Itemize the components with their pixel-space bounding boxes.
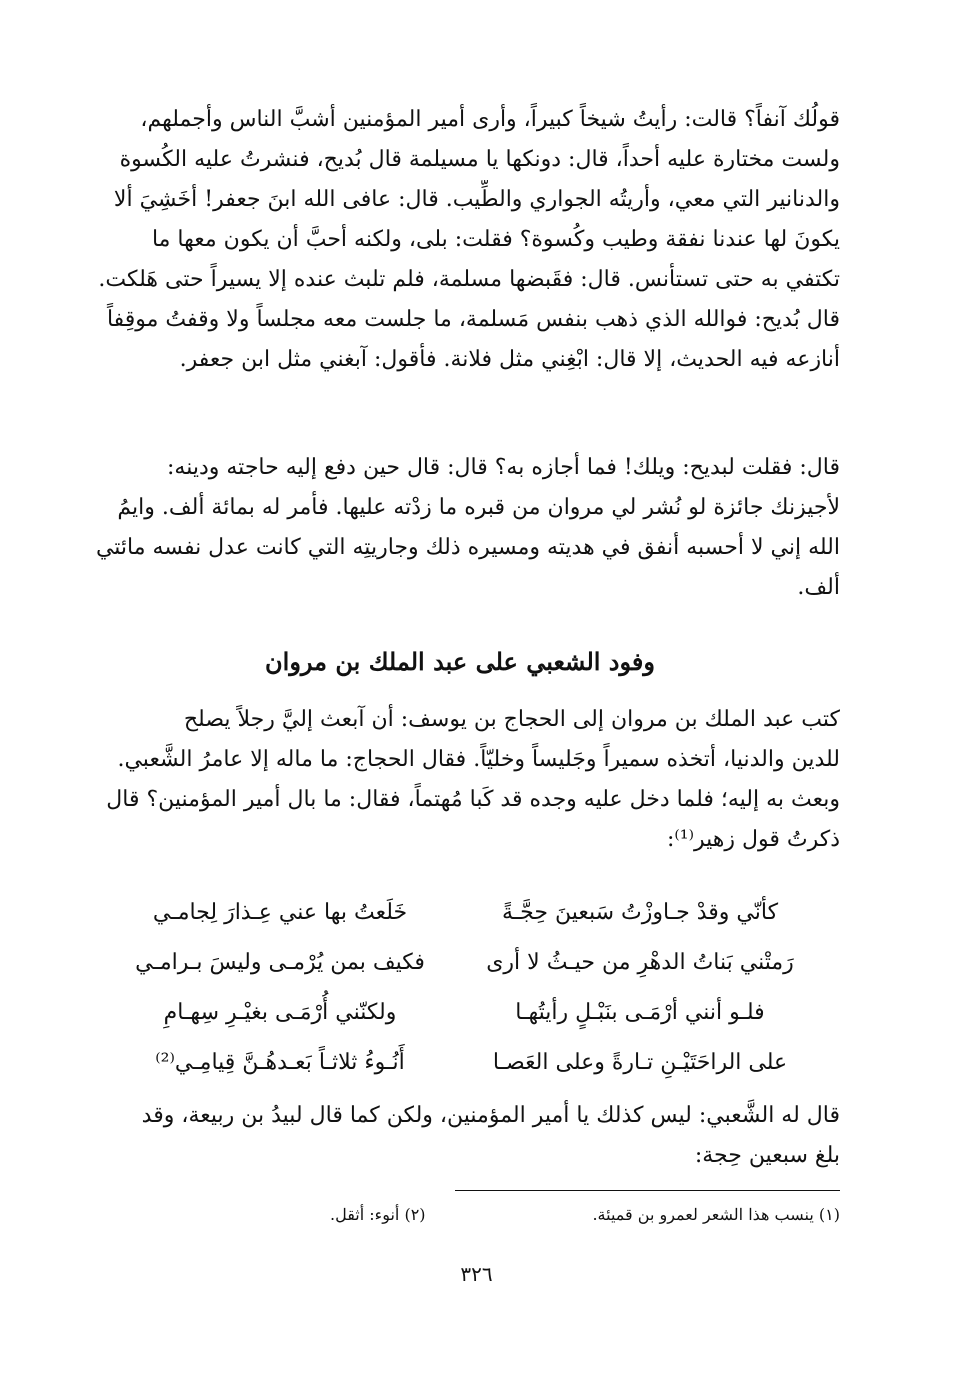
text-line: قال له الشَّعبي: ليس كذلك يا أمير المؤمنين، ولكن كما قال لبيدُ بن ربيعة، وقد — [141, 1103, 840, 1128]
paragraph-4 — [80, 1096, 840, 1176]
verse-second-half: ولكنّني أُرْمَـى بغيْـرِ سِهـامِ — [163, 1000, 397, 1025]
text-line: أنازعه فيه الحديث، إلا قال: ابْغِني مثل فلانة. فأقول: آبغني مثل ابن جعفر. — [179, 347, 840, 372]
text-line: قال: فقلت لبديح: ويلك! فما أجازه به؟ قال: قال حين دفع إليه حاجته ودينه: — [167, 455, 840, 480]
poem-verse — [100, 888, 820, 938]
text-line: الله إني لا أحسبه أنفق في هديته ومسيره ذلك وجاريتِه التي كانت عدل نفسه مائتي — [95, 535, 840, 560]
text-line: تكتفي به حتى تستأنس. قال: فقَبضها مسلمة، فلم تلبث عنده إلا يسيراً حتى هَلكت. — [98, 267, 840, 292]
text-line: ولست مختارة عليه أحداً، قال: دونكها يا مسيلمة قال بُديح، فنشرتُ عليه الكُسوة — [119, 147, 840, 172]
poem-verse — [100, 988, 820, 1038]
text-line: قولُك آنفاً؟ قالت: رأيتُ شيخاً كبيراً، وأرى أمير المؤمنين أشبَّ الناس وأجملهم، — [140, 107, 840, 132]
verse-first-half: على الراحَتَيْـنِ تـارةً وعلى العَصـا — [492, 1050, 788, 1075]
text-line: يكونَ لها عندنا نفقة وطيب وكُسوة؟ فقلت: بلى، ولكنه أحبَّ أن يكون معها ما — [151, 227, 840, 252]
footnotes — [330, 1205, 840, 1224]
text-line: قال بُديح: فوالله الذي ذهب بنفس مَسلمة، ما جلست معه مجلساً ولا وقفتُ موقِفاً — [106, 307, 840, 332]
poem-verse — [100, 938, 820, 988]
verse-first-half: رَمتْني بَناتُ الدهْرِ من حيـثُ لا أرى — [486, 950, 794, 975]
text-line: للدين والدنيا، أتخذه سميراً وجَليساً وخليّاً. فقال الحجاج: ما ماله إلا عامرُ الشَّعبي. — [117, 747, 840, 772]
footnote-divider — [455, 1190, 840, 1191]
verse-first-half: كأنّي وقدْ جـاوزْتُ سَبعينَ حِجَّـةً — [501, 900, 779, 925]
verse-second-half: خَلَعتُ بها عني عِـذارَ لِجامـي — [152, 900, 408, 925]
text-line: ألف. — [797, 575, 840, 600]
paragraph-1 — [80, 100, 840, 380]
footnote-2: (٢) أنوء: أثقل. — [330, 1205, 426, 1224]
verse-second-half: فكيف بمن يُرْمـى وليسَ بـرامـي — [135, 950, 425, 975]
page-number: ٣٢٦ — [460, 1262, 493, 1286]
text-line: كتب عبد الملك بن مروان إلى الحجاج بن يوسف: أن آبعث إليَّ رجلاً يصلح — [183, 707, 840, 732]
text-line: والدنانير التي معي، وأريتُه الجواري والطِّيب. قال: عافى الله ابنَ جعفر! أخَشِيَ ألا — [113, 187, 840, 212]
verse-first-half: فلـو أنني أرْمَـى بنَبْـلٍ رأيتُهـا — [515, 1000, 765, 1025]
text-line: ذكرتُ قول زهير⁽¹⁾: — [666, 827, 840, 852]
poem — [100, 888, 820, 1088]
text-line: وبعث به إليه؛ فلما دخل عليه وجده قد كَبا مُهتماً، فقال: ما بال أمير المؤمنين؟ قال — [106, 787, 840, 812]
poem-verse — [100, 1038, 820, 1088]
text-line: لأجيزنك جائزة لو نُشر لي مروان من قبره ما زدْته عليها. فأمر له بمائة ألف. وايمُ — [117, 495, 840, 520]
paragraph-3 — [80, 700, 840, 860]
text-line: بلغ سبعين حِجة: — [694, 1143, 840, 1168]
footnote-1: (١) ينسب هذا الشعر لعمرو بن قميئة. — [592, 1205, 840, 1224]
verse-second-half: أَنُـوءُ ثلاثـاً بَعـدهُـنَّ قِيامِـي⁽²⁾ — [155, 1050, 405, 1075]
paragraph-2 — [80, 448, 840, 608]
section-heading: وفود الشعبي على عبد الملك بن مروان — [265, 647, 655, 676]
